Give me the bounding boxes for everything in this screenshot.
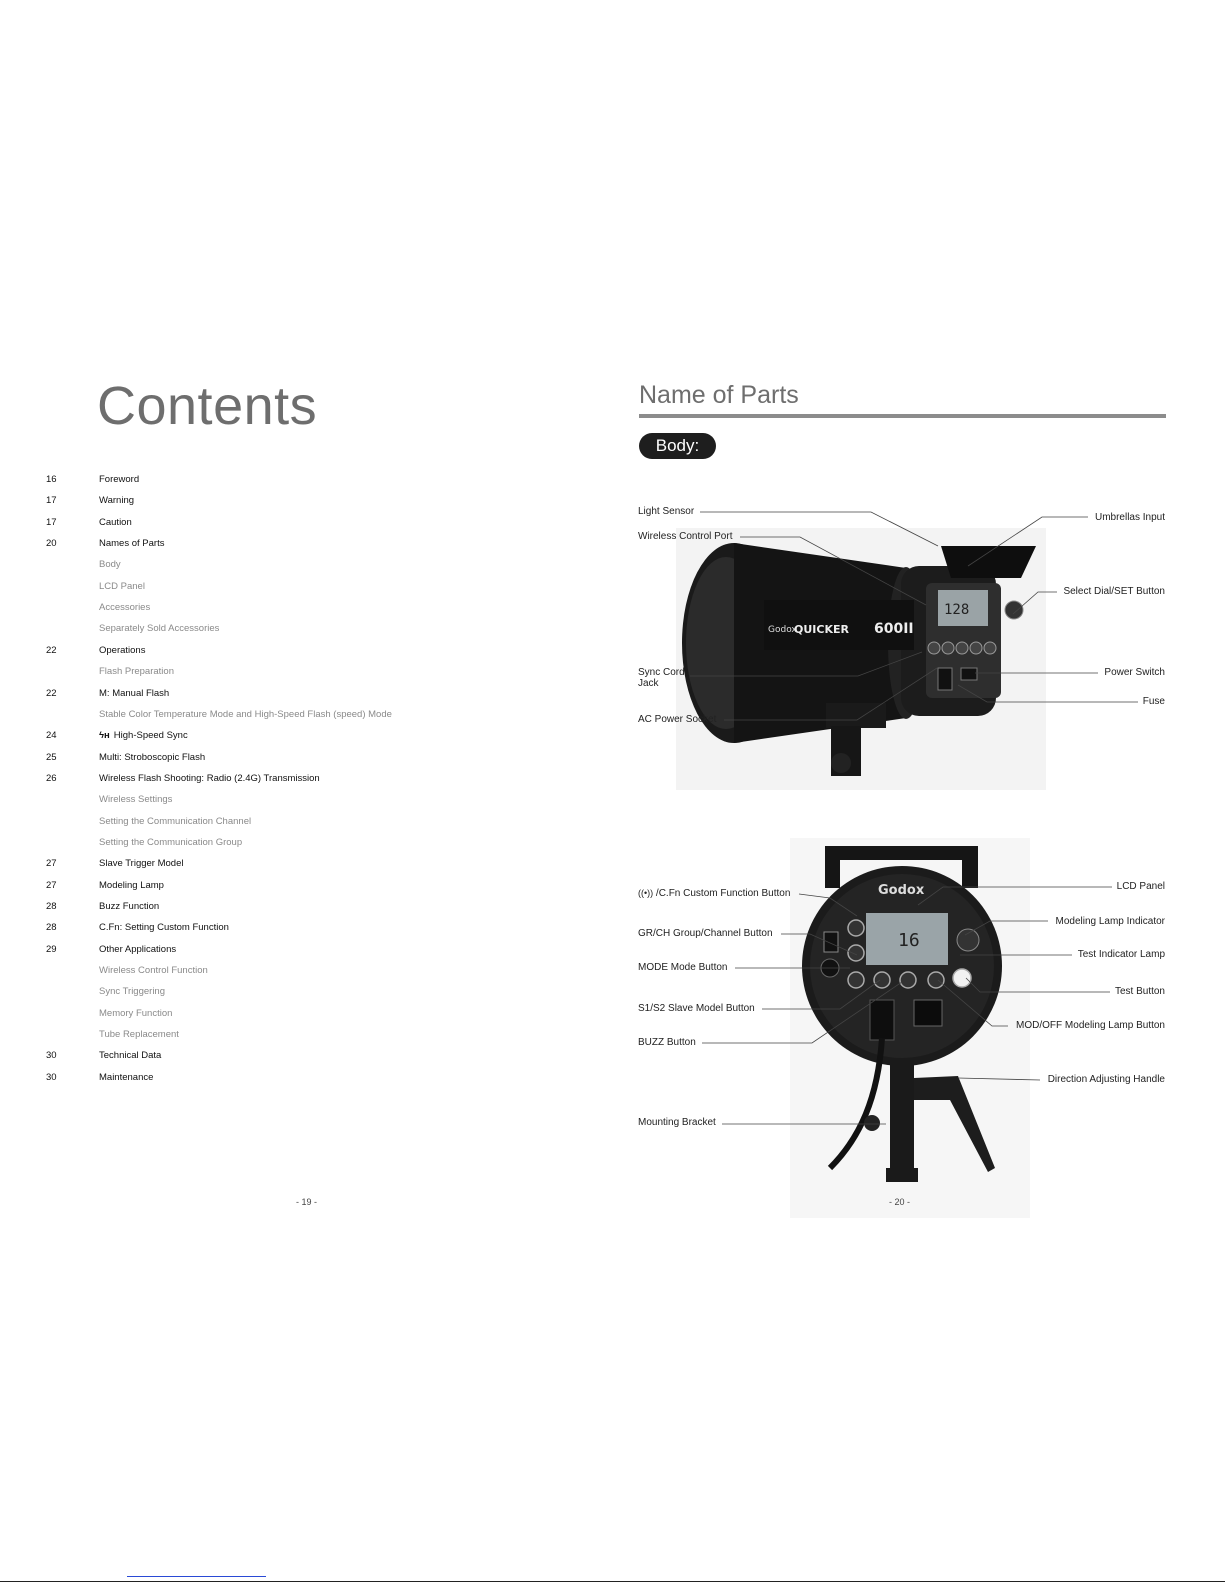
- toc-entry-label: LCD Panel: [99, 581, 145, 592]
- callout-test-indicator-lamp: Test Indicator Lamp: [1077, 949, 1165, 960]
- callout-test-button: Test Button: [1114, 986, 1165, 997]
- toc-entry-label: Wireless Settings: [99, 794, 173, 805]
- toc-page-number: 28: [46, 901, 57, 912]
- toc-entry-label: Memory Function: [99, 1008, 173, 1019]
- toc-entry-label: Setting the Communication Channel: [99, 816, 252, 827]
- model-text: QUICKER: [794, 623, 849, 636]
- callout-modeling-lamp-indicator: Modeling Lamp Indicator: [1055, 916, 1165, 927]
- toc-entry-label: Body: [99, 559, 121, 570]
- toc-entry-label: Operations: [99, 645, 146, 656]
- page-number-left: - 19 -: [296, 1197, 318, 1207]
- page-title: Name of Parts: [639, 381, 799, 409]
- callout-fuse: Fuse: [1142, 696, 1165, 707]
- toc-entry-label: M: Manual Flash: [99, 688, 170, 699]
- toc-entry-label: Wireless Control Function: [99, 965, 208, 976]
- toc-entry-label: Flash Preparation: [99, 666, 174, 677]
- toc-entry-label: Other Applications: [99, 944, 177, 955]
- toc-page-number: 22: [46, 645, 57, 656]
- toc-entry-label: Setting the Communication Group: [99, 837, 243, 848]
- callout-gr-ch-button: GR/CH Group/Channel Button: [638, 928, 773, 939]
- toc-page-number: 24: [46, 730, 57, 741]
- toc-entry-label: Wireless Flash Shooting: Radio (2.4G) Transmission: [99, 773, 320, 784]
- lcd-readout: 128: [944, 602, 970, 618]
- toc-entry-label: Stable Color Temperature Mode and High-Speed Flash (speed) Mode: [99, 709, 392, 720]
- callout-mode-button: MODE Mode Button: [638, 962, 728, 973]
- callout-wireless-control-port: Wireless Control Port: [638, 531, 733, 542]
- section-badge: Body:: [639, 433, 716, 459]
- toc-entry-label: Tube Replacement: [99, 1029, 179, 1040]
- toc-page-number: 16: [46, 474, 57, 485]
- rear-brand-text: Godox: [878, 883, 925, 898]
- toc-page-number: 28: [46, 922, 57, 933]
- page-number-right: - 20 -: [889, 1197, 911, 1207]
- rear-lcd-readout: 16: [898, 930, 920, 951]
- model-number-text: 600II: [874, 621, 914, 637]
- page-bottom-rule: [0, 1581, 1225, 1582]
- toc-entry-label: Sync Triggering: [99, 986, 166, 997]
- callout-mod-off-button: MOD/OFF Modeling Lamp Button: [1016, 1020, 1165, 1031]
- callout-s1-s2-button: S1/S2 Slave Model Button: [638, 1003, 755, 1014]
- toc-entry-label: Separately Sold Accessories: [99, 623, 220, 634]
- callout-sync-cord-jack: Sync Cord Jack: [638, 667, 685, 689]
- callout-buzz-button: BUZZ Button: [638, 1037, 696, 1048]
- toc-page-number: 20: [46, 538, 57, 549]
- toc-entry-label: Buzz Function: [99, 901, 160, 912]
- brand-text: Godox: [768, 625, 797, 635]
- toc-page-number: 22: [46, 688, 57, 699]
- toc-page-number: 30: [46, 1072, 57, 1083]
- contents-title: Contents: [97, 376, 318, 436]
- toc-page-number: 29: [46, 944, 57, 955]
- toc-entry-label: Names of Parts: [99, 538, 165, 549]
- toc-entry-label: Maintenance: [99, 1072, 154, 1083]
- toc-entry-label: Modeling Lamp: [99, 880, 164, 891]
- toc-page-number: 25: [46, 752, 57, 763]
- toc-entry-label: Warning: [99, 495, 135, 506]
- callout-select-dial-set-button: Select Dial/SET Button: [1063, 586, 1165, 597]
- toc-entry-label: Foreword: [99, 474, 140, 485]
- toc-entry-text: High-Speed Sync: [113, 730, 188, 741]
- toc-entry-label: Accessories: [99, 602, 151, 613]
- toc-page-number: 26: [46, 773, 57, 784]
- toc-entry-label: Caution: [99, 517, 132, 528]
- toc-page-number: 17: [46, 517, 57, 528]
- high-speed-sync-icon: ϟʜ: [99, 730, 110, 741]
- toc-page-number: 30: [46, 1050, 57, 1061]
- link-underline[interactable]: [127, 1576, 266, 1577]
- callout-ac-power-socket: AC Power Socket: [638, 714, 717, 725]
- toc-entry-label: C.Fn: Setting Custom Function: [99, 922, 229, 933]
- callout-lcd-panel: LCD Panel: [1116, 881, 1165, 892]
- callout-mounting-bracket: Mounting Bracket: [638, 1117, 716, 1128]
- toc-page-number: 27: [46, 880, 57, 891]
- toc-page-number: 27: [46, 858, 57, 869]
- toc-page-number: 17: [46, 495, 57, 506]
- callout-direction-adjusting-handle: Direction Adjusting Handle: [1047, 1074, 1165, 1085]
- toc-entry-label: Multi: Stroboscopic Flash: [99, 752, 206, 763]
- toc-entry-label: Technical Data: [99, 1050, 162, 1061]
- callout-cfn-custom-function-button: ((•)) /C.Fn Custom Function Button: [638, 888, 791, 899]
- callout-power-switch: Power Switch: [1104, 667, 1165, 678]
- toc-entry-label: Slave Trigger Model: [99, 858, 184, 869]
- callout-umbrellas-input: Umbrellas Input: [1094, 512, 1165, 523]
- callout-light-sensor: Light Sensor: [638, 506, 695, 517]
- wireless-signal-icon: ((•)): [638, 888, 654, 898]
